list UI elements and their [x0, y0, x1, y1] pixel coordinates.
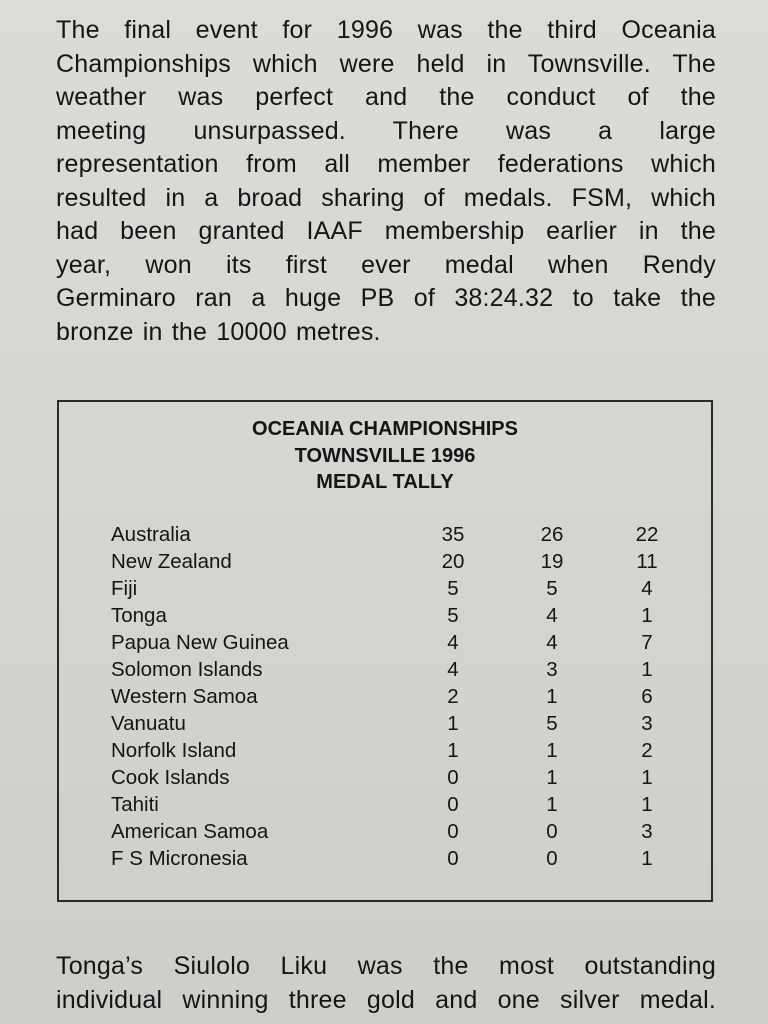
medal-tally-box	[57, 400, 713, 902]
bronze-count: 1	[641, 604, 653, 627]
text-line: Tonga’s Siulolo Liku was the most outstanding	[56, 952, 716, 980]
title-line: TOWNSVILLE 1996	[294, 444, 476, 467]
table-row	[111, 629, 701, 656]
table-row	[111, 710, 701, 737]
country-name: Australia	[111, 523, 191, 546]
gold-count: 2	[447, 685, 459, 708]
bronze-count: 11	[636, 550, 658, 573]
gold-count: 0	[447, 847, 459, 870]
table-row	[111, 764, 701, 791]
bronze-count: 1	[641, 658, 653, 681]
country-name: Solomon Islands	[111, 658, 263, 681]
bronze-count: 1	[641, 847, 653, 870]
text-line: weather was perfect and the conduct of the	[56, 83, 716, 111]
gold-count: 35	[441, 523, 465, 546]
text-line: individual winning three gold and one silver medal.	[56, 985, 716, 1014]
gold-count: 1	[447, 712, 459, 735]
silver-count: 5	[546, 577, 558, 600]
gold-count: 5	[447, 577, 459, 600]
silver-count: 5	[546, 712, 558, 735]
gold-count: 4	[447, 631, 459, 654]
text-line: The final event for 1996 was the third Oceania	[56, 16, 716, 44]
table-row	[111, 818, 701, 845]
country-name: F S Micronesia	[111, 847, 248, 870]
country-name: Western Samoa	[111, 685, 258, 708]
gold-count: 20	[441, 550, 465, 573]
table-row	[111, 521, 701, 548]
table-row	[111, 602, 701, 629]
table-row	[111, 656, 701, 683]
gold-count: 4	[447, 658, 459, 681]
text-line: year, won its first ever medal when Rendy	[56, 250, 716, 279]
gold-count: 1	[447, 739, 459, 762]
bronze-count: 1	[641, 766, 653, 789]
silver-count: 0	[546, 847, 558, 870]
text-line: representation from all member federations which	[56, 150, 716, 178]
silver-count: 4	[546, 604, 558, 627]
title-line: MEDAL TALLY	[316, 471, 454, 493]
silver-count: 26	[540, 523, 564, 546]
text-line: resulted in a broad sharing of medals. FSM, which	[56, 183, 716, 212]
gold-count: 0	[447, 820, 459, 843]
intro-paragraph	[56, 14, 716, 349]
text-line: Championships which were held in Townsville. The	[56, 49, 716, 78]
text-line: Germinaro ran a huge PB of 38:24.32 to take the	[56, 284, 716, 312]
silver-count: 19	[540, 550, 564, 573]
country-name: Fiji	[111, 577, 138, 600]
country-name: Tonga	[111, 604, 167, 627]
silver-count: 3	[546, 658, 558, 681]
silver-count: 1	[546, 685, 558, 708]
table-row	[111, 575, 701, 602]
silver-count: 1	[546, 766, 558, 789]
country-name: Cook Islands	[111, 766, 230, 789]
silver-count: 1	[546, 793, 558, 816]
silver-count: 0	[546, 820, 558, 843]
text-line: meeting unsurpassed. There was a large	[56, 116, 716, 145]
bronze-count: 4	[641, 577, 653, 600]
country-name: Papua New Guinea	[111, 631, 289, 654]
gold-count: 5	[447, 604, 459, 627]
medal-tally-table	[111, 521, 701, 872]
country-name: Tahiti	[111, 793, 159, 816]
bronze-count: 2	[641, 739, 653, 762]
bronze-count: 3	[641, 820, 653, 843]
country-name: American Samoa	[111, 820, 269, 843]
country-name: New Zealand	[111, 550, 232, 573]
bronze-count: 22	[635, 523, 659, 546]
title-line: OCEANIA CHAMPIONSHIPS	[252, 418, 518, 440]
gold-count: 0	[447, 766, 459, 789]
table-row	[111, 548, 701, 575]
bronze-count: 6	[641, 685, 653, 708]
outro-paragraph	[56, 950, 716, 1017]
country-name: Vanuatu	[111, 712, 186, 735]
silver-count: 4	[546, 631, 558, 654]
table-row	[111, 737, 701, 764]
medal-tally-title	[59, 416, 711, 496]
bronze-count: 1	[641, 793, 653, 816]
table-row	[111, 683, 701, 710]
bronze-count: 3	[641, 712, 653, 735]
text-line: bronze in the 10000 metres.	[56, 317, 381, 346]
table-row	[111, 845, 701, 872]
text-line: had been granted IAAF membership earlier in the	[56, 217, 716, 245]
bronze-count: 7	[641, 631, 653, 654]
table-row	[111, 791, 701, 818]
silver-count: 1	[546, 739, 558, 762]
country-name: Norfolk Island	[111, 739, 237, 762]
gold-count: 0	[447, 793, 459, 816]
